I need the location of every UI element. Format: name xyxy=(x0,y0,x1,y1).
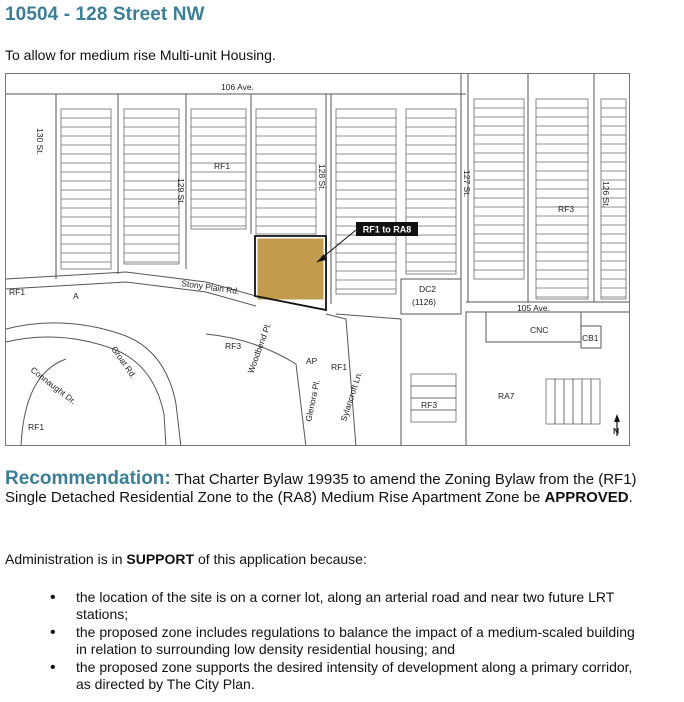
label-129-st: 129 St. xyxy=(176,178,186,205)
zone-rf1-top: RF1 xyxy=(214,161,231,171)
label-127-st: 127 St. xyxy=(462,170,472,197)
label-stony-plain-rd: Stony Plain Rd. xyxy=(180,278,241,297)
city-block xyxy=(61,109,111,269)
lot-parcel xyxy=(546,379,555,424)
lot-parcel xyxy=(411,386,456,398)
label-126-st: 126 St. xyxy=(601,181,611,208)
rezoning-callout-label: RF1 to RA8 xyxy=(362,224,412,235)
city-block xyxy=(536,99,588,299)
reason-item: • the proposed zone includes regulations to balance the impact of a medium-scaled building in relation to surrounding low density residential housing; and xyxy=(40,624,640,658)
zone-rf1-bottom: RF1 xyxy=(28,422,45,432)
city-block xyxy=(124,109,179,264)
label-connaught-dr: Connaught Dr. xyxy=(28,364,79,407)
city-block xyxy=(336,109,396,294)
reasons-list xyxy=(40,589,640,694)
zone-rf3-bottom: RF3 xyxy=(421,400,438,410)
zone-dc2: DC2 xyxy=(419,284,437,294)
north-label: N xyxy=(613,426,620,436)
city-block xyxy=(256,109,316,234)
zone-ra7: RA7 xyxy=(498,391,515,401)
label-128-st: 128 St. xyxy=(317,164,327,191)
support-text-before: Administration is in xyxy=(5,551,127,567)
lot-parcel xyxy=(591,379,600,424)
support-statement xyxy=(5,551,367,567)
zone-cb1: CB1 xyxy=(582,333,599,343)
label-woodbend-pl: Woodbend Pl. xyxy=(245,321,274,375)
zone-rf3-right: RF3 xyxy=(558,204,575,214)
reason-item: • the location of the site is on a corner lot, along an arterial road and near two future LRT stations; xyxy=(40,589,640,623)
zone-ap: AP xyxy=(306,356,318,366)
page-title: 10504 - 128 Street NW xyxy=(5,4,205,25)
reason-item: • the proposed zone supports the desired intensity of development along a primary corridor, as directed by The City Plan. xyxy=(40,659,640,693)
recommendation-heading: Recommendation: xyxy=(5,468,171,489)
lot-parcel xyxy=(573,379,582,424)
lot-parcel xyxy=(411,410,456,422)
city-block xyxy=(406,109,456,274)
recommendation-paragraph xyxy=(5,470,645,507)
lot-parcel xyxy=(411,374,456,386)
page-subtitle: To allow for medium rise Multi-unit Housing. xyxy=(5,47,276,63)
label-106-ave: 106 Ave. xyxy=(221,82,254,92)
recommendation-end: . xyxy=(628,489,633,506)
label-130-st: 130 St. xyxy=(35,128,45,155)
label-105-ave: 105 Ave. xyxy=(517,303,550,313)
lot-parcel xyxy=(555,379,564,424)
lot-grid xyxy=(61,99,626,424)
zone-rf3-mid: RF3 xyxy=(225,341,242,351)
support-keyword: SUPPORT xyxy=(126,551,195,567)
zone-rf1-left: RF1 xyxy=(9,287,26,297)
recommendation-decision: APPROVED xyxy=(544,489,629,506)
lot-parcel xyxy=(564,379,573,424)
subject-site-parcel xyxy=(258,239,323,299)
label-groat-rd: Groat Rd. xyxy=(109,344,139,381)
zoning-map xyxy=(5,73,630,446)
north-arrowhead xyxy=(614,414,620,422)
zone-dc2-number: (1126) xyxy=(412,297,436,307)
recommendation-text: That Charter Bylaw 19935 to amend the Zoning Bylaw from the (RF1) Single Detached Residential Zone to the (RA8) Medium Rise Apartment Zone be xyxy=(5,471,637,506)
zone-rf1-mid: RF1 xyxy=(331,362,348,372)
zone-cnc: CNC xyxy=(530,325,549,335)
support-text-after: of this application because: xyxy=(194,551,367,567)
label-glenora-pl: Glenora Pl. xyxy=(303,378,322,423)
zone-a: A xyxy=(73,291,79,301)
label-sylancroft-ln: Sylancroft Ln. xyxy=(338,370,364,423)
lot-parcel xyxy=(582,379,591,424)
